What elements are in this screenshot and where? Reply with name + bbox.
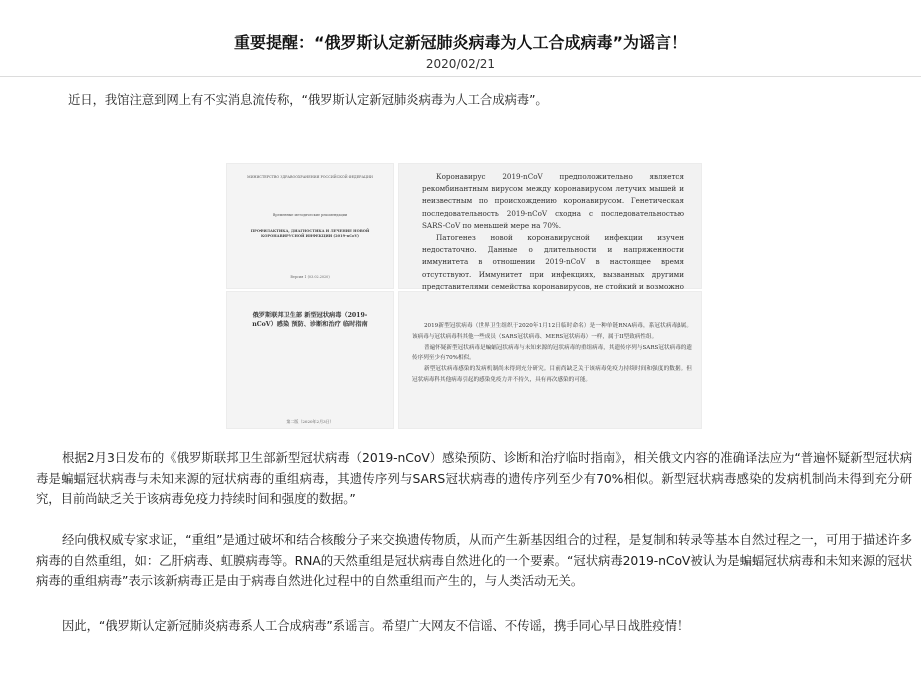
ru-cover-title: ПРОФИЛАКТИКА, ДИАГНОСТИКА И ЛЕЧЕНИЕ НОВОЙ КОРОНАВИРУСНОЙ ИНФЕКЦИИ (2019-nCoV) [250, 229, 370, 238]
guideline-translation-paragraph: 根据2月3日发布的《俄罗斯联邦卫生部新型冠状病毒（2019-nCoV）感染预防、诊断和治疗临时指南》，相关俄文内容的准确译法应为“普遍怀疑新型冠状病毒是蝙蝠冠状病毒与未知来源的冠状病毒的重组病毒，其遗传序列与SARS冠状病毒的遗传序列至少有70%相似。新型冠状病毒感染的发病机制尚未得到充分研究，目前尚缺乏关于该病毒免疫力持续时间和强度的数据。” [36, 450, 912, 506]
ru-text-block [422, 171, 684, 305]
ru-text-paragraph: Коронавирус 2019-nCoV предположительно является рекомбинантным вирусом между коронавирусом летучих мышей и неизвестным по происхождению коронавирусом. Генетическая последовательность 2019-nCoV сходна с последовательностью SARS-CoV по меньшей мере на 70%. [422, 172, 684, 230]
chinese-guideline-text-image [398, 291, 702, 429]
cn-cover-title: 俄罗斯联邦卫生部 新型冠状病毒（2019-nCoV）感染 预防、诊断和治疗 临时指南 [252, 312, 368, 328]
cn-text-block [412, 321, 692, 386]
russian-guideline-cover-image [226, 163, 394, 289]
cn-text-paragraph: 普遍怀疑新型冠状病毒是蝙蝠冠状病毒与未知来源的冠状病毒的重组病毒，其遗传序列与SARS冠状病毒的遗传序列至少有70%相似。 [412, 344, 692, 362]
ru-text-paragraph: Патогенез новой коронавирусной инфекции изучен недостаточно. Данные о длительности и напряженности иммунитета в отношении 2019-nCoV в настоящее время отсутствуют. Иммунитет при инфекциях, вызванных другими представителями семейства коронавирусов, не стойкий и возможно [422, 233, 685, 291]
cn-text-paragraph: 新型冠状病毒感染的发病机制尚未得到充分研究。目前尚缺乏关于该病毒免疫力持续时间和强度的数据。但冠状病毒科其他病毒引起的感染免疫力并不持久，具有再次感染的可能。 [412, 366, 692, 383]
page-title: 重要提醒：“俄罗斯认定新冠肺炎病毒为人工合成病毒”为谣言！ [233, 33, 688, 52]
conclusion-paragraph: 因此，“俄罗斯认定新冠肺炎病毒系人工合成病毒”系谣言。希望广大网友不信谣、不传谣，携手同心早日战胜疫情！ [62, 618, 690, 633]
publish-date: 2020/02/21 [425, 57, 496, 71]
header-divider [0, 76, 921, 77]
russian-guideline-text-image [398, 163, 702, 289]
cn-text-paragraph: 2019新型冠状病毒（世界卫生组织于2020年1月12日临时命名）是一种单链RNA病毒，系冠状病毒β属。该病毒与冠状病毒科其他一些成员（SARS冠状病毒、MERS冠状病毒）一样，属于II型致病性组。 [412, 323, 692, 340]
intro-paragraph: 近日，我馆注意到网上有不实消息流传称，“俄罗斯认定新冠肺炎病毒为人工合成病毒”。 [68, 92, 548, 107]
expert-explanation-paragraph: 经向俄权威专家求证，“重组”是通过破坏和结合核酸分子来交换遗传物质，从而产生新基因组合的过程，是复制和转录等基本自然过程之一，可用于描述许多病毒的自然重组，如：乙肝病毒、虹膜病毒等。RNA的天然重组是冠状病毒自然进化的一个要素。“冠状病毒2019-nCoV被认为是蝙蝠冠状病毒和未知来源的冠状病毒的重组病毒”表示该新病毒正是由于病毒自然进化过程中的自然重组而产生的，与人类活动无关。 [36, 532, 912, 588]
ru-cover-ministry: МИНИСТЕРСТВО ЗДРАВООХРАНЕНИЯ РОССИЙСКОЙ ФЕДЕРАЦИИ [247, 175, 373, 179]
ru-cover-version: Версия 1 (03.02.2020) [290, 275, 330, 279]
cn-cover-version: 第二版（2020年2月3日） [286, 419, 334, 424]
chinese-guideline-cover-image [226, 291, 394, 429]
ru-cover-subtitle: Временные методические рекомендации [272, 213, 348, 217]
